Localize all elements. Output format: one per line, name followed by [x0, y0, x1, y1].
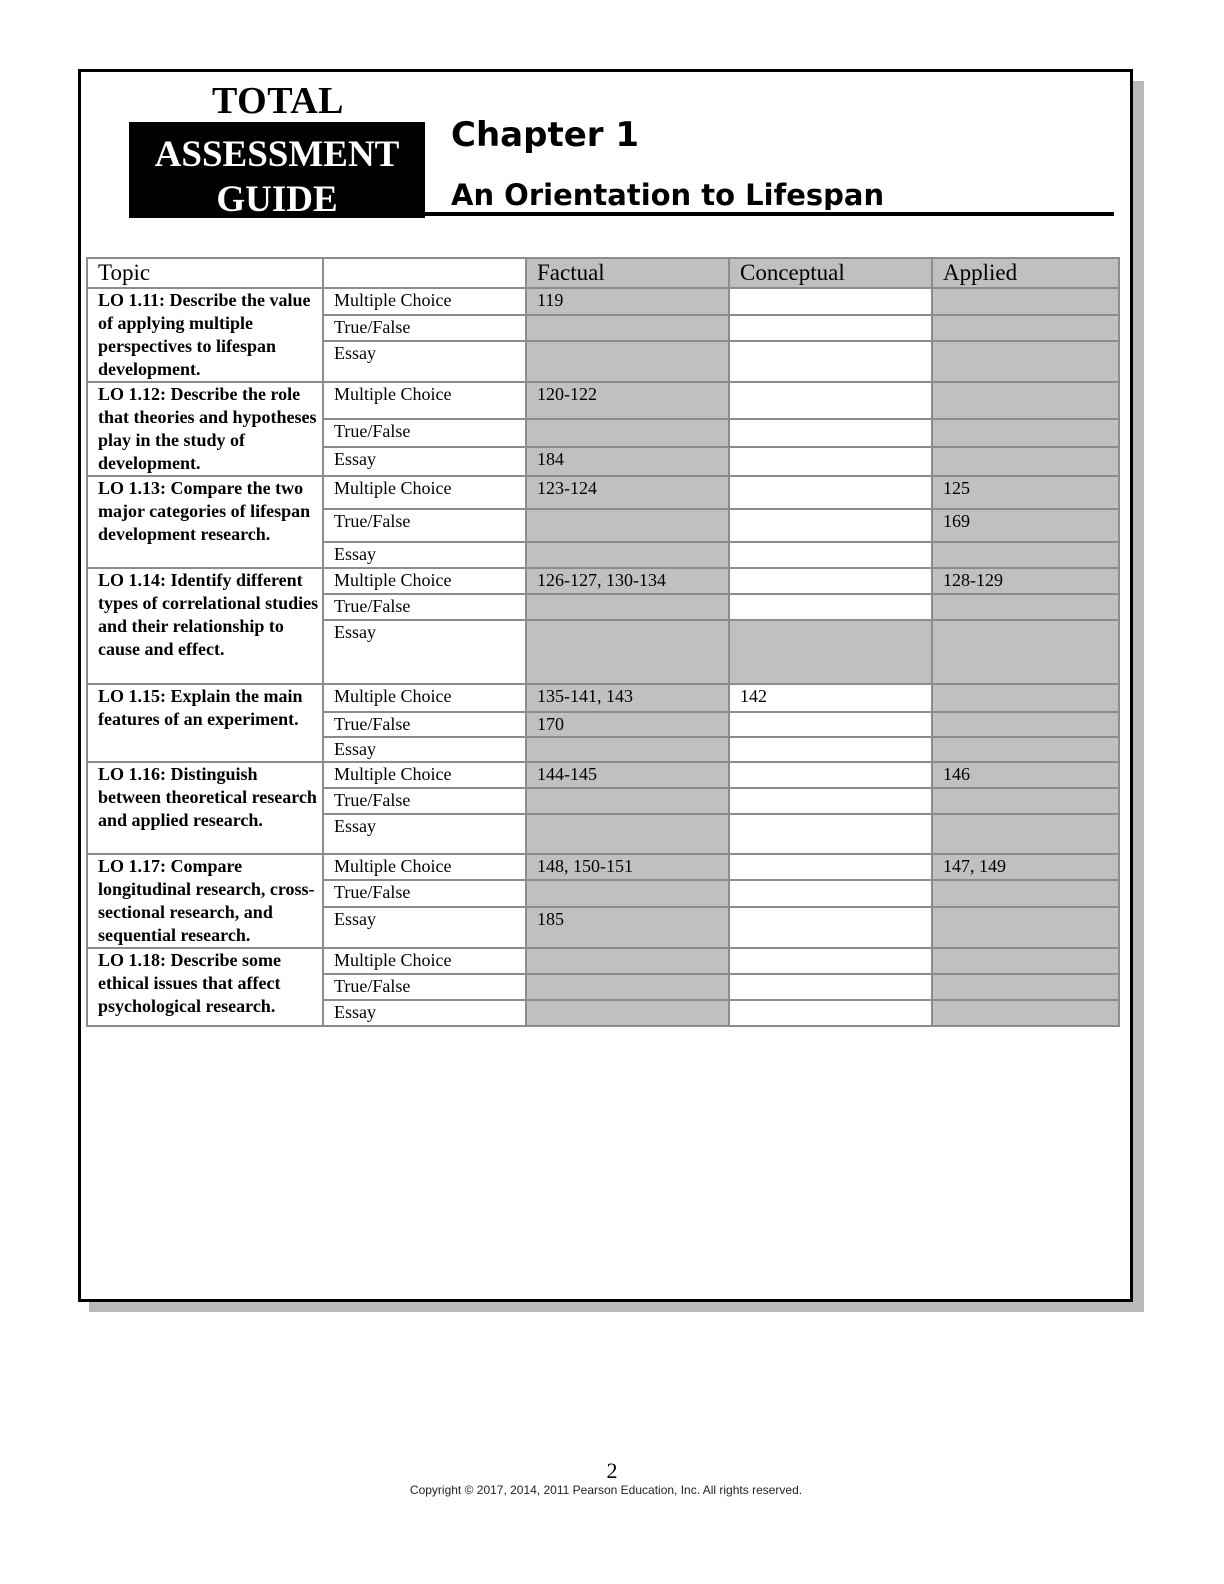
factual-cell [526, 509, 729, 542]
applied-cell [932, 880, 1119, 906]
chapter-subtitle: An Orientation to Lifespan [451, 178, 885, 210]
applied-cell: 146 [932, 762, 1119, 788]
conceptual-cell [729, 880, 932, 906]
question-type-cell: Essay [323, 907, 526, 948]
applied-cell: 128-129 [932, 568, 1119, 594]
question-type-cell: Essay [323, 542, 526, 568]
factual-cell [526, 974, 729, 1000]
conceptual-cell [729, 620, 932, 684]
conceptual-cell [729, 594, 932, 620]
question-type-cell: Multiple Choice [323, 568, 526, 594]
factual-cell [526, 737, 729, 762]
topic-cell: LO 1.16: Distinguish between theoretical research and applied research. [87, 762, 323, 854]
applied-cell [932, 737, 1119, 762]
factual-cell [526, 880, 729, 906]
question-type-cell: True/False [323, 712, 526, 737]
factual-cell [526, 594, 729, 620]
question-type-cell: Multiple Choice [323, 382, 526, 419]
factual-cell: 123-124 [526, 476, 729, 509]
applied-cell [932, 788, 1119, 814]
factual-cell: 119 [526, 288, 729, 315]
table-row [87, 948, 1119, 974]
question-type-cell: True/False [323, 419, 526, 446]
topic-cell: LO 1.15: Explain the main features of an experiment. [87, 684, 323, 762]
conceptual-cell [729, 814, 932, 854]
factual-cell: 170 [526, 712, 729, 737]
applied-cell: 147, 149 [932, 854, 1119, 880]
factual-cell [526, 341, 729, 382]
question-type-cell: True/False [323, 880, 526, 906]
conceptual-cell [729, 382, 932, 419]
factual-cell [526, 542, 729, 568]
chapter-title: Chapter 1 [451, 115, 640, 155]
header-topic: Topic [87, 258, 323, 288]
logo-box [129, 122, 425, 218]
conceptual-cell [729, 341, 932, 382]
conceptual-cell [729, 447, 932, 476]
applied-cell [932, 814, 1119, 854]
topic-cell: LO 1.14: Identify different types of correlational studies and their relationship to cause and effect. [87, 568, 323, 684]
table-header-row [87, 258, 1119, 288]
applied-cell [932, 542, 1119, 568]
conceptual-cell: 142 [729, 684, 932, 712]
conceptual-cell [729, 542, 932, 568]
table-row [87, 382, 1119, 419]
applied-cell [932, 974, 1119, 1000]
page-number: 2 [606, 1458, 618, 1483]
applied-cell [932, 948, 1119, 974]
header-conceptual: Conceptual [729, 258, 932, 288]
conceptual-cell [729, 315, 932, 342]
factual-cell [526, 1000, 729, 1026]
factual-cell [526, 620, 729, 684]
question-type-cell: Essay [323, 620, 526, 684]
conceptual-cell [729, 419, 932, 446]
conceptual-cell [729, 1000, 932, 1026]
factual-cell [526, 948, 729, 974]
question-type-cell: Essay [323, 814, 526, 854]
question-type-cell: True/False [323, 315, 526, 342]
copyright-notice: Copyright © 2017, 2014, 2011 Pearson Education, Inc. All rights reserved. [409, 1483, 803, 1497]
logo-total-text: TOTAL [211, 80, 345, 122]
applied-cell [932, 712, 1119, 737]
conceptual-cell [729, 568, 932, 594]
applied-cell [932, 341, 1119, 382]
conceptual-cell [729, 948, 932, 974]
applied-cell [932, 447, 1119, 476]
conceptual-cell [729, 288, 932, 315]
applied-cell [932, 594, 1119, 620]
topic-cell: LO 1.13: Compare the two major categories of lifespan development research. [87, 476, 323, 568]
factual-cell: 148, 150-151 [526, 854, 729, 880]
applied-cell [932, 382, 1119, 419]
table-row [87, 568, 1119, 594]
question-type-cell: Essay [323, 447, 526, 476]
conceptual-cell [729, 788, 932, 814]
question-type-cell: True/False [323, 509, 526, 542]
table-row [87, 288, 1119, 315]
conceptual-cell [729, 854, 932, 880]
question-type-cell: Multiple Choice [323, 288, 526, 315]
header-question-type [323, 258, 526, 288]
conceptual-cell [729, 509, 932, 542]
table-row [87, 854, 1119, 880]
topic-cell: LO 1.17: Compare longitudinal research, cross-sectional research, and sequential research. [87, 854, 323, 948]
table-row [87, 762, 1119, 788]
question-type-cell: Essay [323, 737, 526, 762]
table-row [87, 476, 1119, 509]
applied-cell: 125 [932, 476, 1119, 509]
topic-cell: LO 1.12: Describe the role that theories and hypotheses play in the study of development. [87, 382, 323, 476]
applied-cell [932, 620, 1119, 684]
factual-cell [526, 315, 729, 342]
logo-guide-text: GUIDE [216, 179, 338, 218]
question-type-cell: True/False [323, 788, 526, 814]
question-type-cell: Multiple Choice [323, 476, 526, 509]
question-type-cell: True/False [323, 974, 526, 1000]
conceptual-cell [729, 974, 932, 1000]
applied-cell [932, 288, 1119, 315]
logo-assessment-text: ASSESSMENT [154, 134, 400, 175]
question-type-cell: Multiple Choice [323, 684, 526, 712]
table-row [87, 684, 1119, 712]
factual-cell: 144-145 [526, 762, 729, 788]
title-rule [425, 212, 1114, 216]
assessment-table [86, 257, 1120, 1027]
question-type-cell: True/False [323, 594, 526, 620]
factual-cell [526, 814, 729, 854]
question-type-cell: Essay [323, 1000, 526, 1026]
factual-cell: 135-141, 143 [526, 684, 729, 712]
conceptual-cell [729, 712, 932, 737]
factual-cell: 126-127, 130-134 [526, 568, 729, 594]
conceptual-cell [729, 762, 932, 788]
factual-cell [526, 419, 729, 446]
topic-cell: LO 1.18: Describe some ethical issues that affect psychological research. [87, 948, 323, 1026]
factual-cell: 185 [526, 907, 729, 948]
factual-cell: 120-122 [526, 382, 729, 419]
applied-cell [932, 315, 1119, 342]
header-factual: Factual [526, 258, 729, 288]
question-type-cell: Multiple Choice [323, 854, 526, 880]
topic-cell: LO 1.11: Describe the value of applying multiple perspectives to lifespan development. [87, 288, 323, 382]
question-type-cell: Essay [323, 341, 526, 382]
question-type-cell: Multiple Choice [323, 948, 526, 974]
applied-cell [932, 419, 1119, 446]
factual-cell [526, 788, 729, 814]
applied-cell [932, 684, 1119, 712]
conceptual-cell [729, 907, 932, 948]
factual-cell: 184 [526, 447, 729, 476]
applied-cell [932, 1000, 1119, 1026]
header-applied: Applied [932, 258, 1119, 288]
applied-cell [932, 907, 1119, 948]
conceptual-cell [729, 476, 932, 509]
conceptual-cell [729, 737, 932, 762]
applied-cell: 169 [932, 509, 1119, 542]
question-type-cell: Multiple Choice [323, 762, 526, 788]
